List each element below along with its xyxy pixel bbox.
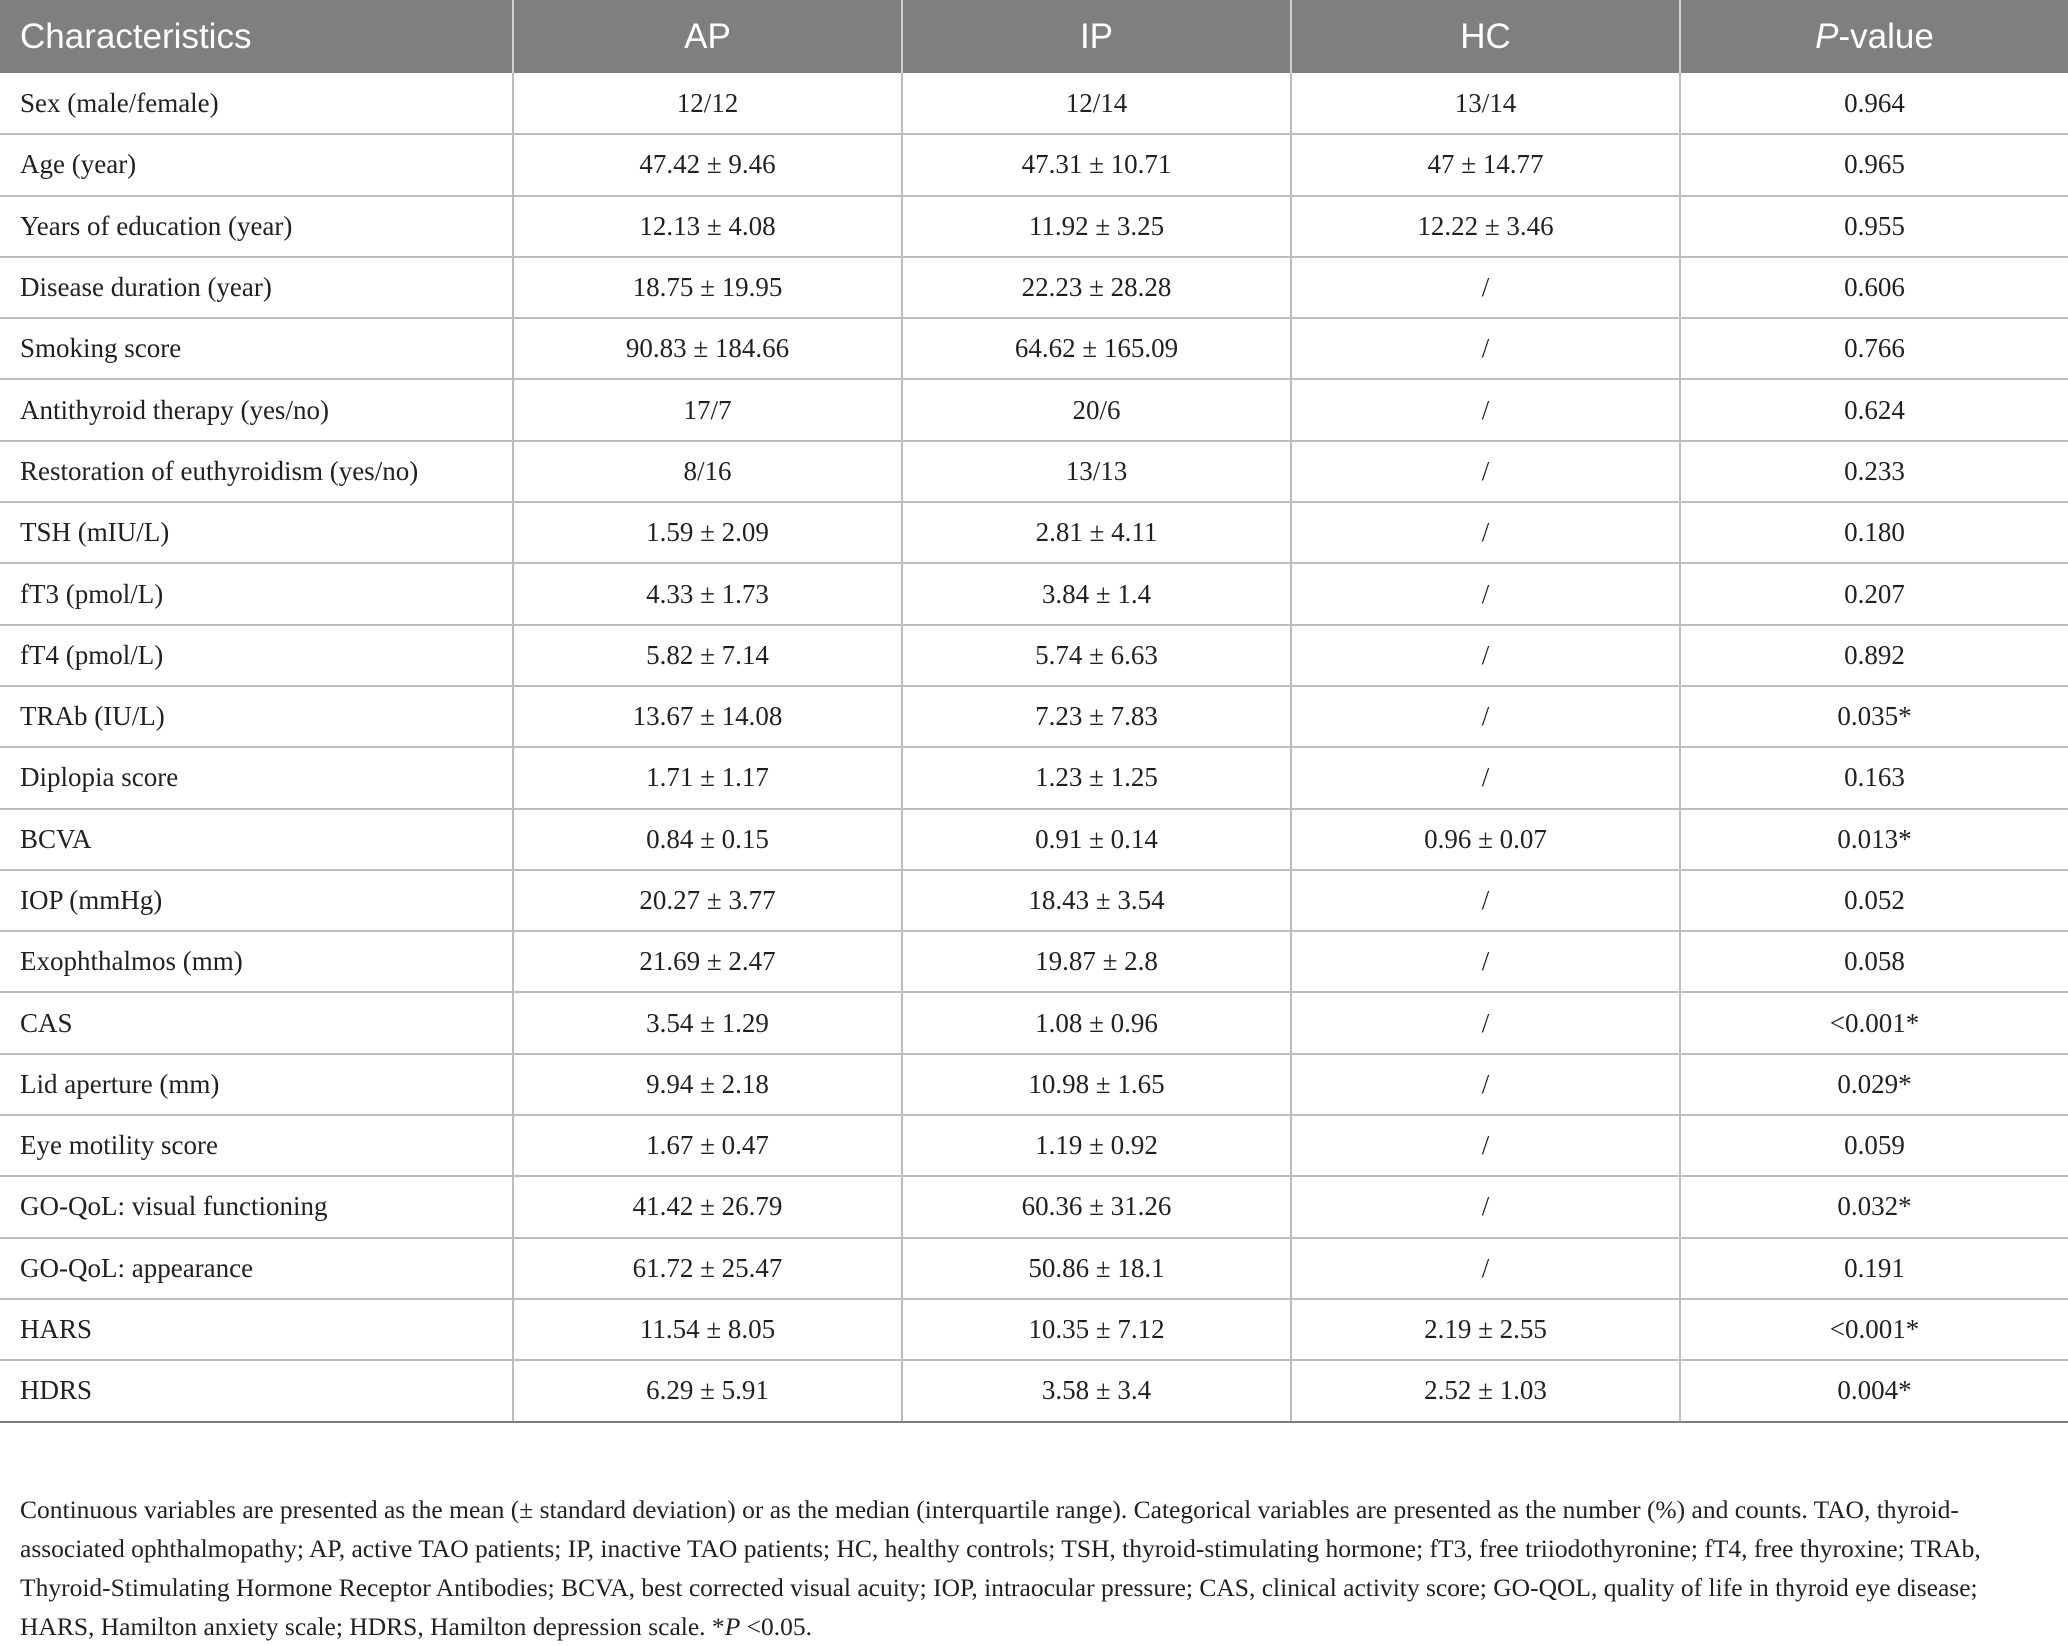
cell-ip: 3.84 ± 1.4 — [902, 563, 1291, 624]
cell-ip: 10.35 ± 7.12 — [902, 1299, 1291, 1360]
cell-ap: 13.67 ± 14.08 — [513, 686, 902, 747]
cell-characteristic: TRAb (IU/L) — [0, 686, 513, 747]
cell-ip: 22.23 ± 28.28 — [902, 257, 1291, 318]
table-footnote — [20, 1490, 2050, 1646]
cell-ap: 5.82 ± 7.14 — [513, 625, 902, 686]
table-row — [0, 318, 2068, 379]
cell-hc: / — [1291, 686, 1680, 747]
cell-p-value: 0.233 — [1680, 441, 2068, 502]
cell-hc: / — [1291, 931, 1680, 992]
cell-p-value: 0.035* — [1680, 686, 2068, 747]
cell-ap: 4.33 ± 1.73 — [513, 563, 902, 624]
table-row — [0, 1360, 2068, 1421]
cell-characteristic: fT3 (pmol/L) — [0, 563, 513, 624]
cell-p-value: 0.052 — [1680, 870, 2068, 931]
footnote-p-symbol: P — [724, 1612, 741, 1641]
cell-characteristic: BCVA — [0, 809, 513, 870]
cell-p-value: 0.032* — [1680, 1176, 2068, 1237]
cell-ip: 0.91 ± 0.14 — [902, 809, 1291, 870]
cell-characteristic: Eye motility score — [0, 1115, 513, 1176]
table-row — [0, 134, 2068, 195]
cell-hc: / — [1291, 563, 1680, 624]
cell-ip: 13/13 — [902, 441, 1291, 502]
cell-p-value: 0.004* — [1680, 1360, 2068, 1421]
cell-p-value: 0.606 — [1680, 257, 2068, 318]
cell-p-value: 0.029* — [1680, 1054, 2068, 1115]
cell-p-value: 0.013* — [1680, 809, 2068, 870]
cell-characteristic: Restoration of euthyroidism (yes/no) — [0, 441, 513, 502]
cell-characteristic: HDRS — [0, 1360, 513, 1421]
cell-ap: 21.69 ± 2.47 — [513, 931, 902, 992]
header-p-value — [1680, 0, 2068, 73]
cell-hc: / — [1291, 1238, 1680, 1299]
cell-ip: 19.87 ± 2.8 — [902, 931, 1291, 992]
cell-ap: 12/12 — [513, 73, 902, 134]
cell-ip: 3.58 ± 3.4 — [902, 1360, 1291, 1421]
cell-characteristic: CAS — [0, 992, 513, 1053]
cell-characteristic: Antithyroid therapy (yes/no) — [0, 379, 513, 440]
cell-ip: 1.23 ± 1.25 — [902, 747, 1291, 808]
table-row — [0, 502, 2068, 563]
cell-characteristic: Years of education (year) — [0, 196, 513, 257]
cell-ap: 12.13 ± 4.08 — [513, 196, 902, 257]
cell-characteristic: IOP (mmHg) — [0, 870, 513, 931]
cell-hc: 2.19 ± 2.55 — [1291, 1299, 1680, 1360]
table-row — [0, 196, 2068, 257]
cell-p-value: 0.180 — [1680, 502, 2068, 563]
cell-characteristic: Diplopia score — [0, 747, 513, 808]
table-row — [0, 1054, 2068, 1115]
cell-ap: 20.27 ± 3.77 — [513, 870, 902, 931]
cell-characteristic: Lid aperture (mm) — [0, 1054, 513, 1115]
cell-ap: 11.54 ± 8.05 — [513, 1299, 902, 1360]
cell-ip: 12/14 — [902, 73, 1291, 134]
cell-hc: / — [1291, 502, 1680, 563]
cell-ip: 50.86 ± 18.1 — [902, 1238, 1291, 1299]
table-row — [0, 1176, 2068, 1237]
cell-characteristic: Age (year) — [0, 134, 513, 195]
cell-hc: / — [1291, 379, 1680, 440]
table-header — [0, 0, 2068, 73]
cell-hc: 12.22 ± 3.46 — [1291, 196, 1680, 257]
cell-ip: 2.81 ± 4.11 — [902, 502, 1291, 563]
cell-ip: 11.92 ± 3.25 — [902, 196, 1291, 257]
cell-ap: 1.71 ± 1.17 — [513, 747, 902, 808]
table-row — [0, 870, 2068, 931]
cell-hc: 13/14 — [1291, 73, 1680, 134]
cell-ap: 61.72 ± 25.47 — [513, 1238, 902, 1299]
cell-hc: / — [1291, 1054, 1680, 1115]
cell-p-value: <0.001* — [1680, 1299, 2068, 1360]
cell-ip: 7.23 ± 7.83 — [902, 686, 1291, 747]
cell-characteristic: Disease duration (year) — [0, 257, 513, 318]
table-row — [0, 563, 2068, 624]
cell-characteristic: Exophthalmos (mm) — [0, 931, 513, 992]
table-row — [0, 686, 2068, 747]
cell-hc: 47 ± 14.77 — [1291, 134, 1680, 195]
cell-ap: 9.94 ± 2.18 — [513, 1054, 902, 1115]
table-row — [0, 931, 2068, 992]
table-body — [0, 73, 2068, 1422]
header-row — [0, 0, 2068, 73]
cell-characteristic: HARS — [0, 1299, 513, 1360]
cell-ip: 1.08 ± 0.96 — [902, 992, 1291, 1053]
table-row — [0, 1299, 2068, 1360]
cell-ip: 47.31 ± 10.71 — [902, 134, 1291, 195]
footnote-main: Continuous variables are presented as the mean (± standard deviation) or as the median (interquartile range). Categorical variables are presented as the number (%) and counts. TAO, thyroid-associated ophthalmopathy; AP, active TAO patients; IP, inactive TAO patients; HC, healthy controls; TSH, thyroid-stimulating hormone; fT3, free triiodothyronine; fT4, free thyroxine; TRAb, Thyroid-Stimulating Hormone Receptor Antibodies; BCVA, best corrected visual acuity; IOP, intraocular pressure; CAS, clinical activity score; GO-QOL, quality of life in thyroid eye disease; HARS, Hamilton anxiety scale; HDRS, Hamilton depression scale. * — [20, 1495, 1981, 1641]
cell-hc: / — [1291, 870, 1680, 931]
header-characteristics: Characteristics — [0, 0, 513, 73]
cell-p-value: <0.001* — [1680, 992, 2068, 1053]
cell-ip: 18.43 ± 3.54 — [902, 870, 1291, 931]
table-row — [0, 1115, 2068, 1176]
cell-p-value: 0.207 — [1680, 563, 2068, 624]
table-row — [0, 441, 2068, 502]
table-row — [0, 1238, 2068, 1299]
cell-characteristic: TSH (mIU/L) — [0, 502, 513, 563]
cell-hc: / — [1291, 1115, 1680, 1176]
cell-hc: / — [1291, 257, 1680, 318]
cell-hc: 0.96 ± 0.07 — [1291, 809, 1680, 870]
cell-ap: 47.42 ± 9.46 — [513, 134, 902, 195]
cell-hc: / — [1291, 747, 1680, 808]
table-row — [0, 625, 2068, 686]
cell-ap: 0.84 ± 0.15 — [513, 809, 902, 870]
cell-ap: 3.54 ± 1.29 — [513, 992, 902, 1053]
table-row — [0, 257, 2068, 318]
cell-p-value: 0.624 — [1680, 379, 2068, 440]
header-p-symbol: P — [1815, 16, 1839, 56]
table-row — [0, 379, 2068, 440]
cell-p-value: 0.964 — [1680, 73, 2068, 134]
cell-p-value: 0.965 — [1680, 134, 2068, 195]
cell-p-value: 0.892 — [1680, 625, 2068, 686]
cell-ap: 1.67 ± 0.47 — [513, 1115, 902, 1176]
cell-ap: 41.42 ± 26.79 — [513, 1176, 902, 1237]
cell-p-value: 0.163 — [1680, 747, 2068, 808]
table-row — [0, 747, 2068, 808]
cell-hc: / — [1291, 625, 1680, 686]
cell-ap: 18.75 ± 19.95 — [513, 257, 902, 318]
cell-ap: 6.29 ± 5.91 — [513, 1360, 902, 1421]
header-hc: HC — [1291, 0, 1680, 73]
cell-characteristic: GO-QoL: visual functioning — [0, 1176, 513, 1237]
cell-p-value: 0.766 — [1680, 318, 2068, 379]
cell-ip: 60.36 ± 31.26 — [902, 1176, 1291, 1237]
cell-ap: 1.59 ± 2.09 — [513, 502, 902, 563]
cell-characteristic: fT4 (pmol/L) — [0, 625, 513, 686]
header-p-suffix: -value — [1838, 16, 1934, 56]
cell-hc: / — [1291, 1176, 1680, 1237]
cell-ap: 17/7 — [513, 379, 902, 440]
cell-p-value: 0.191 — [1680, 1238, 2068, 1299]
cell-p-value: 0.955 — [1680, 196, 2068, 257]
cell-hc: 2.52 ± 1.03 — [1291, 1360, 1680, 1421]
table-row — [0, 809, 2068, 870]
cell-hc: / — [1291, 992, 1680, 1053]
cell-characteristic: Smoking score — [0, 318, 513, 379]
cell-ap: 8/16 — [513, 441, 902, 502]
cell-ip: 20/6 — [902, 379, 1291, 440]
footnote-tail: <0.05. — [740, 1612, 813, 1641]
cell-ip: 1.19 ± 0.92 — [902, 1115, 1291, 1176]
cell-characteristic: Sex (male/female) — [0, 73, 513, 134]
cell-ip: 10.98 ± 1.65 — [902, 1054, 1291, 1115]
table-row — [0, 73, 2068, 134]
header-ip: IP — [902, 0, 1291, 73]
header-ap: AP — [513, 0, 902, 73]
cell-ap: 90.83 ± 184.66 — [513, 318, 902, 379]
cell-p-value: 0.059 — [1680, 1115, 2068, 1176]
cell-characteristic: GO-QoL: appearance — [0, 1238, 513, 1299]
cell-p-value: 0.058 — [1680, 931, 2068, 992]
table-row — [0, 992, 2068, 1053]
cell-ip: 64.62 ± 165.09 — [902, 318, 1291, 379]
cell-ip: 5.74 ± 6.63 — [902, 625, 1291, 686]
cell-hc: / — [1291, 441, 1680, 502]
cell-hc: / — [1291, 318, 1680, 379]
